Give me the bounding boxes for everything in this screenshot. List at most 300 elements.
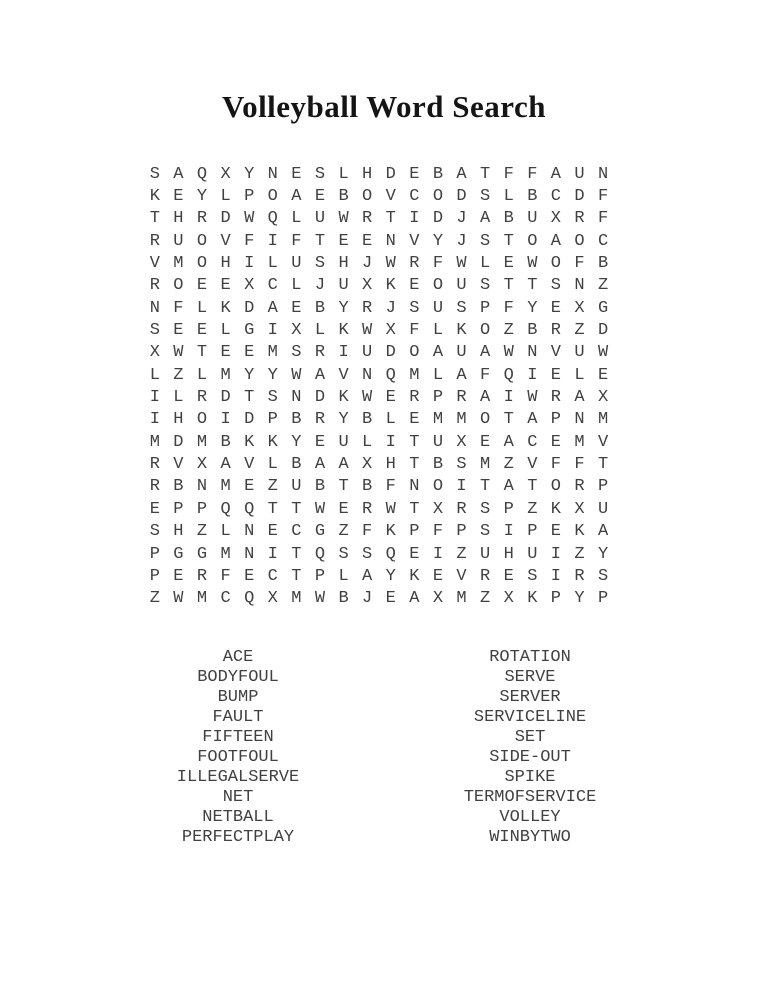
grid-letter: L	[149, 365, 160, 385]
grid-letter: F	[574, 254, 585, 274]
grid-letter: Q	[244, 499, 255, 519]
grid-letter: Z	[149, 589, 160, 609]
grid-letter: A	[480, 343, 491, 363]
grid-letter: F	[173, 298, 184, 318]
grid-row	[143, 409, 615, 431]
grid-letter: T	[527, 276, 538, 296]
grid-letter: B	[220, 432, 231, 452]
grid-letter: E	[503, 566, 514, 586]
grid-letter: K	[574, 522, 585, 542]
grid-letter: D	[244, 298, 255, 318]
grid-letter: B	[314, 298, 326, 318]
word-list-item: NETBALL	[202, 808, 274, 827]
grid-letter: E	[409, 276, 420, 296]
grid-letter: N	[267, 164, 278, 184]
page-title: Volleyball Word Search	[222, 89, 546, 124]
grid-letter: G	[314, 522, 326, 542]
grid-letter: L	[338, 164, 349, 184]
grid-row	[143, 588, 615, 610]
grid-letter: T	[503, 276, 514, 296]
grid-letter: X	[244, 276, 255, 296]
grid-letter: I	[409, 209, 420, 229]
grid-letter: A	[409, 589, 420, 609]
grid-letter: O	[480, 410, 491, 430]
grid-letter: Z	[456, 544, 467, 564]
word-list-item: FAULT	[212, 708, 264, 727]
grid-letter: B	[527, 321, 538, 341]
grid-letter: X	[196, 455, 208, 475]
word-list-item: PERFECTPLAY	[181, 828, 295, 847]
grid-letter: O	[527, 231, 538, 251]
grid-letter: U	[314, 209, 326, 229]
grid-letter: N	[196, 477, 208, 497]
word-list-item: BUMP	[217, 688, 259, 707]
grid-letter: R	[149, 276, 160, 296]
grid-row	[143, 275, 615, 297]
word-list-item: SPIKE	[504, 768, 556, 787]
grid-letter: L	[432, 365, 444, 385]
grid-letter: F	[550, 455, 561, 475]
word-list-right-column	[390, 648, 670, 848]
grid-letter: X	[291, 321, 302, 341]
grid-letter: I	[550, 566, 561, 586]
grid-letter: F	[244, 231, 255, 251]
word-search-grid	[143, 163, 615, 610]
grid-letter: V	[220, 231, 231, 251]
grid-letter: V	[338, 365, 349, 385]
grid-letter: D	[432, 209, 444, 229]
grid-letter: Q	[220, 499, 231, 519]
grid-letter: E	[244, 477, 255, 497]
grid-letter: F	[385, 477, 396, 497]
grid-letter: U	[291, 254, 302, 274]
grid-letter: V	[527, 455, 538, 475]
grid-letter: D	[244, 410, 255, 430]
grid-letter: J	[362, 254, 373, 274]
grid-letter: T	[480, 164, 491, 184]
grid-letter: W	[314, 589, 326, 609]
grid-letter: U	[597, 499, 609, 519]
grid-letter: V	[550, 343, 561, 363]
grid-letter: J	[456, 231, 467, 251]
grid-letter: W	[338, 209, 349, 229]
grid-letter: M	[220, 544, 231, 564]
grid-row	[143, 543, 615, 565]
grid-letter: Z	[574, 544, 585, 564]
grid-letter: J	[314, 276, 326, 296]
grid-letter: V	[597, 432, 609, 452]
grid-letter: W	[456, 254, 467, 274]
grid-letter: M	[220, 477, 231, 497]
grid-letter: W	[362, 321, 373, 341]
grid-letter: K	[385, 522, 396, 542]
grid-letter: E	[409, 164, 420, 184]
grid-letter: E	[291, 164, 302, 184]
grid-letter: U	[338, 276, 349, 296]
grid-letter: R	[149, 477, 160, 497]
grid-letter: O	[409, 343, 420, 363]
grid-letter: H	[173, 410, 184, 430]
grid-letter: R	[149, 455, 160, 475]
grid-letter: A	[173, 164, 184, 184]
grid-letter: R	[149, 231, 160, 251]
grid-letter: C	[409, 187, 420, 207]
grid-letter: B	[503, 209, 514, 229]
grid-letter: T	[291, 566, 302, 586]
grid-letter: P	[409, 522, 420, 542]
grid-letter: A	[432, 343, 444, 363]
grid-letter: Z	[173, 365, 184, 385]
grid-letter: E	[220, 276, 231, 296]
grid-letter: Q	[267, 209, 278, 229]
grid-letter: X	[362, 455, 373, 475]
grid-letter: M	[456, 589, 467, 609]
grid-letter: B	[362, 477, 373, 497]
grid-letter: B	[338, 589, 349, 609]
grid-letter: A	[314, 365, 326, 385]
grid-letter: P	[527, 522, 538, 542]
word-list-item: WINBYTWO	[489, 828, 571, 847]
grid-letter: S	[480, 276, 491, 296]
grid-letter: B	[597, 254, 609, 274]
grid-letter: C	[267, 276, 278, 296]
word-list-item: FOOTFOUL	[197, 748, 279, 767]
grid-letter: X	[574, 298, 585, 318]
grid-letter: Z	[597, 276, 609, 296]
grid-letter: F	[480, 365, 491, 385]
grid-letter: U	[480, 544, 491, 564]
grid-letter: M	[149, 432, 160, 452]
grid-letter: E	[409, 410, 420, 430]
grid-letter: H	[362, 164, 373, 184]
grid-letter: U	[574, 164, 585, 184]
grid-letter: A	[480, 388, 491, 408]
grid-letter: F	[432, 522, 444, 542]
grid-row	[143, 230, 615, 252]
grid-letter: S	[456, 455, 467, 475]
grid-letter: M	[480, 455, 491, 475]
grid-letter: S	[527, 566, 538, 586]
grid-letter: Y	[432, 231, 444, 251]
grid-letter: B	[432, 455, 444, 475]
grid-letter: W	[291, 365, 302, 385]
grid-letter: E	[362, 231, 373, 251]
grid-letter: A	[550, 231, 561, 251]
grid-letter: K	[385, 276, 396, 296]
grid-letter: P	[550, 410, 561, 430]
grid-letter: N	[244, 522, 255, 542]
grid-letter: S	[149, 164, 160, 184]
grid-letter: I	[149, 388, 160, 408]
grid-letter: E	[173, 187, 184, 207]
grid-letter: E	[173, 321, 184, 341]
grid-letter: F	[527, 164, 538, 184]
grid-letter: V	[173, 455, 184, 475]
grid-letter: E	[173, 566, 184, 586]
grid-letter: A	[291, 187, 302, 207]
grid-letter: X	[550, 209, 561, 229]
grid-letter: E	[550, 432, 561, 452]
grid-letter: V	[149, 254, 160, 274]
grid-letter: A	[338, 455, 349, 475]
grid-letter: U	[456, 343, 467, 363]
grid-letter: D	[385, 164, 396, 184]
grid-letter: M	[267, 343, 278, 363]
grid-letter: R	[196, 209, 208, 229]
grid-letter: Y	[574, 589, 585, 609]
grid-letter: L	[267, 254, 278, 274]
grid-letter: P	[550, 589, 561, 609]
grid-letter: P	[597, 477, 609, 497]
grid-letter: A	[480, 209, 491, 229]
grid-letter: Z	[267, 477, 278, 497]
grid-letter: F	[291, 231, 302, 251]
grid-letter: L	[574, 365, 585, 385]
grid-letter: B	[314, 477, 326, 497]
grid-letter: M	[173, 254, 184, 274]
word-list-item: SERVE	[504, 668, 556, 687]
grid-letter: F	[362, 522, 373, 542]
grid-letter: S	[480, 187, 491, 207]
grid-letter: G	[173, 544, 184, 564]
grid-letter: E	[480, 432, 491, 452]
grid-letter: T	[267, 499, 278, 519]
grid-letter: P	[432, 388, 444, 408]
grid-letter: S	[480, 499, 491, 519]
grid-letter: W	[385, 254, 396, 274]
grid-letter: Z	[503, 321, 514, 341]
grid-letter: N	[291, 388, 302, 408]
grid-letter: O	[550, 254, 561, 274]
grid-letter: I	[503, 522, 514, 542]
grid-letter: Y	[385, 566, 396, 586]
word-list-item: ROTATION	[489, 648, 571, 667]
grid-letter: Q	[314, 544, 326, 564]
grid-letter: B	[362, 410, 373, 430]
grid-letter: F	[432, 254, 444, 274]
grid-letter: W	[173, 589, 184, 609]
grid-letter: N	[244, 544, 255, 564]
grid-letter: S	[314, 164, 326, 184]
grid-letter: K	[267, 432, 278, 452]
grid-letter: X	[574, 499, 585, 519]
grid-letter: E	[291, 298, 302, 318]
grid-letter: X	[432, 499, 444, 519]
grid-letter: O	[432, 187, 444, 207]
grid-row	[143, 498, 615, 520]
grid-letter: C	[597, 231, 609, 251]
grid-letter: I	[432, 544, 444, 564]
grid-letter: R	[480, 566, 491, 586]
grid-letter: W	[385, 499, 396, 519]
grid-letter: H	[385, 455, 396, 475]
grid-letter: I	[385, 432, 396, 452]
grid-letter: E	[385, 388, 396, 408]
grid-letter: L	[362, 432, 373, 452]
word-list-item: BODYFOUL	[197, 668, 279, 687]
grid-letter: F	[503, 164, 514, 184]
grid-letter: L	[220, 522, 231, 542]
grid-letter: S	[362, 544, 373, 564]
grid-letter: T	[149, 209, 160, 229]
grid-letter: S	[597, 566, 609, 586]
grid-letter: B	[173, 477, 184, 497]
grid-letter: N	[597, 164, 609, 184]
grid-letter: Q	[196, 164, 208, 184]
grid-letter: E	[409, 544, 420, 564]
grid-letter: P	[597, 589, 609, 609]
grid-letter: Q	[244, 589, 255, 609]
grid-letter: V	[409, 231, 420, 251]
grid-letter: V	[385, 187, 396, 207]
grid-letter: M	[456, 410, 467, 430]
grid-letter: X	[503, 589, 514, 609]
grid-letter: T	[503, 231, 514, 251]
grid-letter: I	[267, 231, 278, 251]
grid-letter: A	[362, 566, 373, 586]
grid-row	[143, 431, 615, 453]
word-list-item: SET	[514, 728, 546, 747]
grid-letter: D	[456, 187, 467, 207]
grid-letter: Q	[385, 544, 396, 564]
grid-letter: O	[550, 477, 561, 497]
grid-letter: N	[574, 410, 585, 430]
grid-letter: O	[480, 321, 491, 341]
grid-letter: R	[456, 388, 467, 408]
grid-letter: A	[456, 365, 467, 385]
grid-letter: U	[527, 209, 538, 229]
grid-letter: L	[220, 321, 231, 341]
grid-row	[143, 453, 615, 475]
grid-letter: T	[244, 388, 255, 408]
grid-letter: R	[574, 566, 585, 586]
grid-letter: E	[244, 343, 255, 363]
word-list-item: ILLEGALSERVE	[176, 768, 300, 787]
grid-letter: R	[314, 343, 326, 363]
grid-letter: E	[220, 343, 231, 363]
grid-letter: S	[314, 254, 326, 274]
grid-letter: M	[432, 410, 444, 430]
grid-letter: Z	[480, 589, 491, 609]
grid-letter: A	[574, 388, 585, 408]
grid-letter: P	[503, 499, 514, 519]
grid-letter: H	[173, 522, 184, 542]
grid-letter: C	[267, 566, 278, 586]
grid-letter: O	[173, 276, 184, 296]
grid-letter: I	[503, 388, 514, 408]
grid-letter: A	[267, 298, 278, 318]
grid-letter: F	[220, 566, 231, 586]
grid-letter: S	[480, 231, 491, 251]
grid-letter: D	[220, 209, 231, 229]
grid-letter: C	[527, 432, 538, 452]
word-list-item: NET	[222, 788, 254, 807]
grid-letter: O	[196, 254, 208, 274]
grid-letter: E	[338, 499, 349, 519]
grid-letter: X	[220, 164, 231, 184]
grid-letter: P	[149, 544, 160, 564]
grid-letter: W	[244, 209, 255, 229]
word-list-item: SIDE-OUT	[489, 748, 571, 767]
grid-letter: K	[149, 187, 160, 207]
grid-letter: E	[338, 231, 349, 251]
grid-letter: C	[550, 187, 561, 207]
grid-letter: S	[338, 544, 349, 564]
grid-letter: E	[550, 522, 561, 542]
grid-letter: R	[362, 209, 373, 229]
grid-letter: L	[196, 365, 208, 385]
grid-letter: K	[338, 321, 349, 341]
grid-letter: C	[220, 589, 231, 609]
grid-row	[143, 386, 615, 408]
grid-letter: E	[550, 365, 561, 385]
grid-letter: L	[385, 410, 396, 430]
grid-letter: B	[291, 455, 302, 475]
grid-letter: R	[314, 410, 326, 430]
grid-letter: R	[550, 388, 561, 408]
grid-letter: W	[527, 254, 538, 274]
grid-letter: X	[385, 321, 396, 341]
grid-letter: I	[220, 410, 231, 430]
grid-letter: L	[220, 187, 231, 207]
grid-letter: W	[314, 499, 326, 519]
grid-letter: F	[574, 455, 585, 475]
grid-letter: B	[527, 187, 538, 207]
grid-letter: B	[432, 164, 444, 184]
grid-letter: K	[409, 566, 420, 586]
grid-letter: A	[503, 432, 514, 452]
grid-letter: N	[385, 231, 396, 251]
grid-letter: M	[196, 589, 208, 609]
grid-letter: U	[291, 477, 302, 497]
word-list-left-column	[98, 648, 378, 848]
grid-letter: M	[574, 432, 585, 452]
grid-row	[143, 208, 615, 230]
grid-letter: S	[291, 343, 302, 363]
word-list-item: TERMOFSERVICE	[463, 788, 597, 807]
grid-letter: F	[597, 209, 609, 229]
grid-letter: S	[456, 298, 467, 318]
grid-letter: T	[338, 477, 349, 497]
grid-letter: K	[550, 499, 561, 519]
grid-letter: R	[550, 321, 561, 341]
grid-letter: T	[291, 499, 302, 519]
grid-row	[143, 364, 615, 386]
grid-letter: A	[527, 410, 538, 430]
grid-letter: T	[385, 209, 396, 229]
grid-letter: R	[574, 209, 585, 229]
grid-letter: T	[503, 410, 514, 430]
grid-letter: J	[385, 298, 396, 318]
grid-letter: U	[362, 343, 373, 363]
grid-letter: H	[338, 254, 349, 274]
grid-letter: S	[480, 522, 491, 542]
grid-letter: G	[196, 544, 208, 564]
grid-letter: D	[574, 187, 585, 207]
grid-letter: T	[527, 477, 538, 497]
grid-letter: L	[432, 321, 444, 341]
grid-letter: R	[362, 298, 373, 318]
grid-row	[143, 521, 615, 543]
grid-letter: Y	[291, 432, 302, 452]
grid-letter: A	[597, 522, 609, 542]
grid-letter: X	[362, 276, 373, 296]
grid-letter: E	[314, 187, 326, 207]
grid-letter: E	[385, 589, 396, 609]
grid-letter: E	[149, 499, 160, 519]
grid-letter: A	[550, 164, 561, 184]
grid-letter: G	[597, 298, 609, 318]
